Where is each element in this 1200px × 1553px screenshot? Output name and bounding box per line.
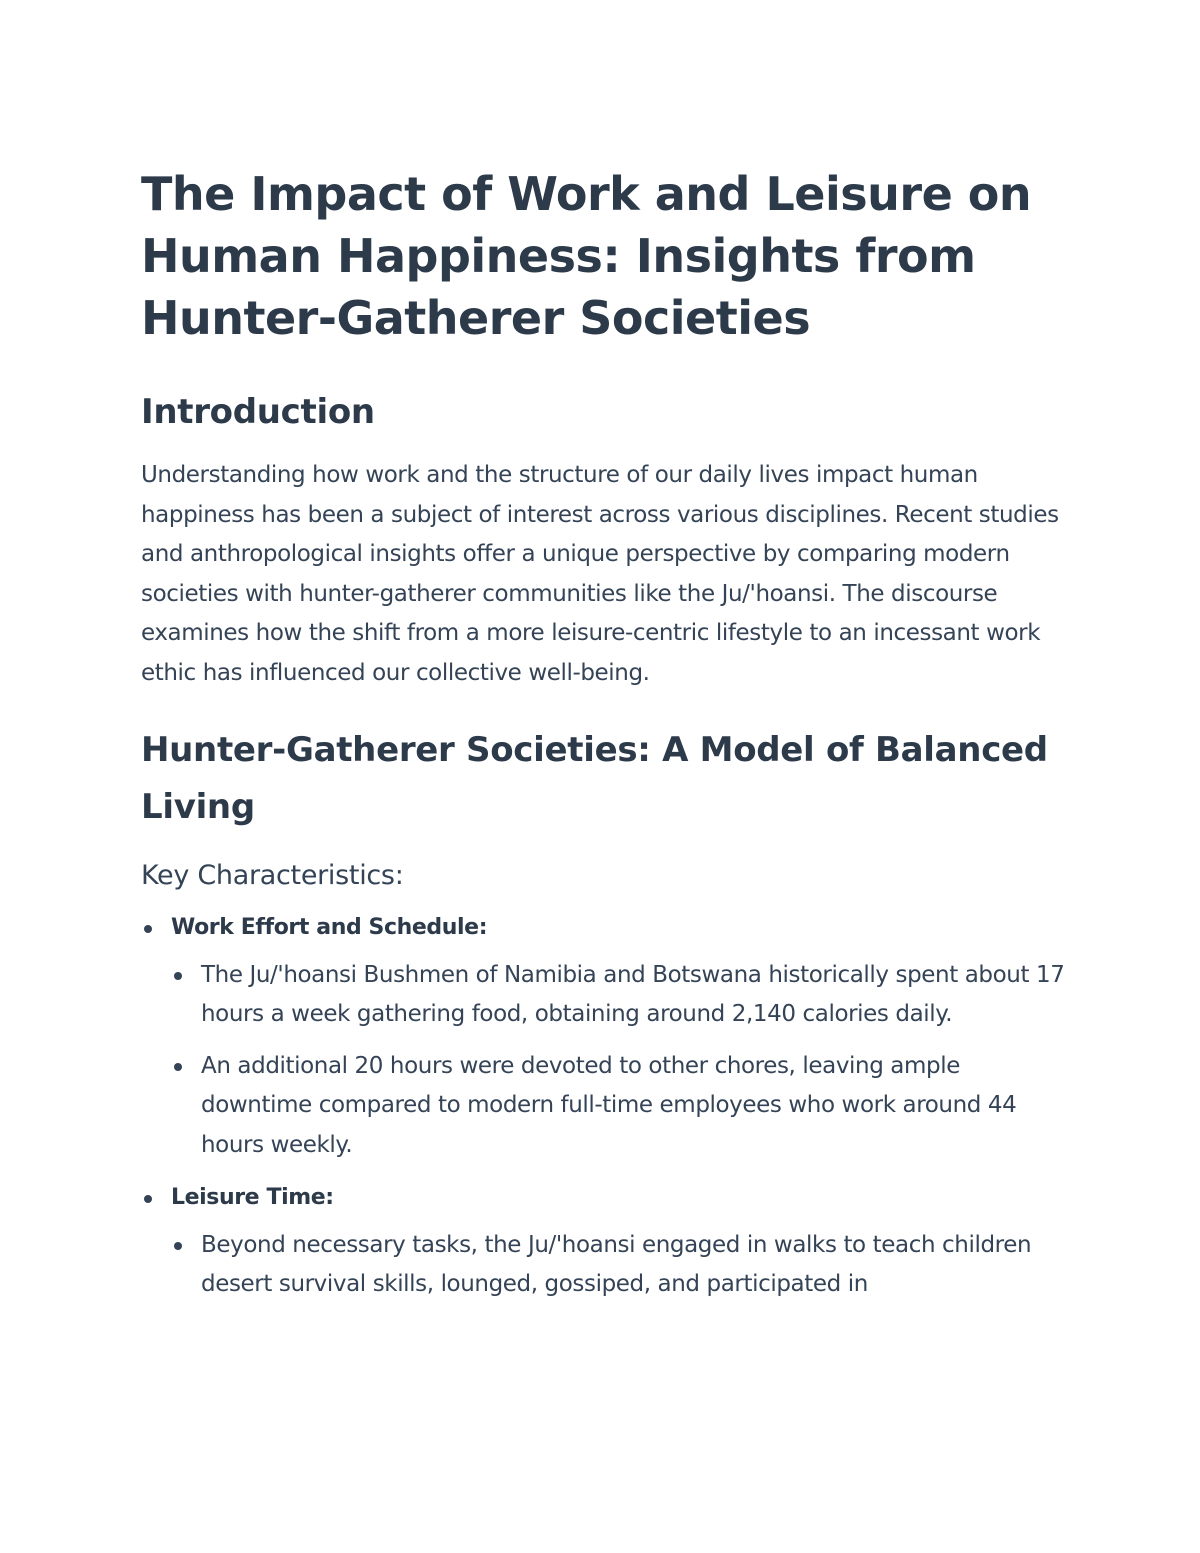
list-item-label: Work Effort and Schedule: [171, 914, 488, 940]
introduction-heading: Introduction [141, 392, 375, 432]
list-item-label: Leisure Time: [171, 1184, 334, 1210]
bullet-icon [144, 925, 152, 933]
sub-list-item [171, 1047, 1071, 1166]
bullet-icon [174, 972, 182, 980]
document-title: The Impact of Work and Leisure on Human Happiness: Insights from Hunter-Gatherer Societies [141, 167, 1032, 345]
document-page [141, 163, 1071, 1317]
sub-list [171, 956, 1071, 1166]
section-subheading: Key Characteristics: [141, 859, 404, 891]
characteristics-list [141, 908, 1071, 1305]
sub-list-item-text: Beyond necessary tasks, the Ju/'hoansi engaged in walks to teach children desert survival skills, lounged, gossiped, and participated in [201, 1231, 1032, 1298]
bullet-icon [174, 1063, 182, 1071]
sub-list-item-text: The Ju/'hoansi Bushmen of Namibia and Botswana historically spent about 17 hours a week gathering food, obtaining around 2,140 calories daily. [201, 961, 1065, 1028]
bullet-icon [174, 1242, 182, 1250]
sub-list-item-text: An additional 20 hours were devoted to other chores, leaving ample downtime compared to modern full-time employees who work around 44 hours weekly. [201, 1052, 1017, 1158]
list-item [141, 1178, 1071, 1305]
list-item [141, 908, 1071, 1166]
sub-list-item [171, 1226, 1071, 1305]
sub-list [171, 1226, 1071, 1305]
section-heading: Hunter-Gatherer Societies: A Model of Balanced Living [141, 729, 1048, 827]
introduction-paragraph: Understanding how work and the structure of our daily lives impact human happiness has been a subject of interest across various disciplines. Recent studies and anthropological insights offer a unique perspective by comparing modern societies with hunter-gatherer communities like the Ju/'hoansi. The discourse examines how the shift from a more leisure-centric lifestyle to an incessant work ethic has influenced our collective well-being. [141, 462, 1059, 686]
sub-list-item [171, 956, 1071, 1035]
bullet-icon [144, 1195, 152, 1203]
